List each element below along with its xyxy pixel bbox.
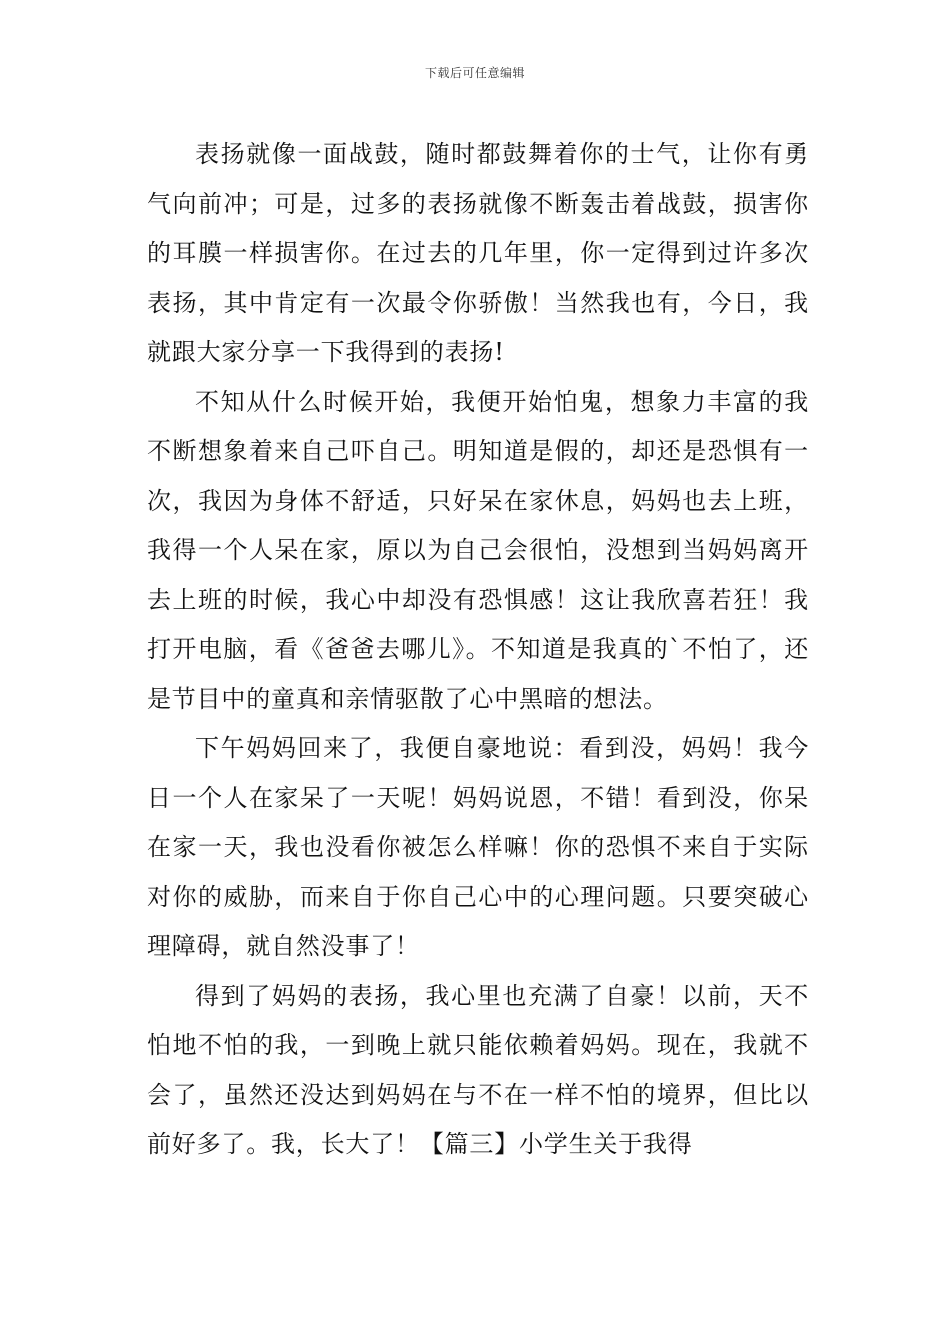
paragraph-3: 下午妈妈回来了，我便自豪地说：看到没，妈妈！我今日一个人在家呆了一天呢！妈妈说恩，不错！看到没，你呆在家一天，我也没看你被怎么样嘛！你的恐惧不来自于实际对你的威胁，而来自于你自己心中的心理问题。只要突破心理障碍，就自然没事了！ (147, 734, 809, 960)
page-header-note: 下载后可任意编辑 (424, 66, 525, 80)
paragraph-1: 表扬就像一面战鼓，随时都鼓舞着你的士气，让你有勇气向前冲；可是，过多的表扬就像不断轰击着战鼓，损害你的耳膜一样损害你。在过去的几年里，你一定得到过许多次表扬，其中肯定有一次最令你骄傲！当然我也有，今日，我就跟大家分享一下我得到的表扬! (147, 140, 809, 366)
paragraph-2: 不知从什么时候开始，我便开始怕鬼，想象力丰富的我不断想象着来自己吓自己。明知道是假的，却还是恐惧有一次，我因为身体不舒适，只好呆在家休息，妈妈也去上班，我得一个人呆在家，原以为自己会很怕，没想到当妈妈离开去上班的时候，我心中却没有恐惧感！这让我欣喜若狂！我打开电脑，看《爸爸去哪儿》。不知道是我真的`不怕了，还是节目中的童真和亲情驱散了心中黑暗的想法。 (147, 387, 809, 713)
document-body (147, 130, 809, 1170)
paragraph-4: 得到了妈妈的表扬，我心里也充满了自豪！以前，天不怕地不怕的我，一到晚上就只能依赖着妈妈。现在，我就不会了，虽然还没达到妈妈在与不在一样不怕的境界，但比以前好多了。我，长大了！【篇三】小学生关于我得 (147, 981, 809, 1158)
